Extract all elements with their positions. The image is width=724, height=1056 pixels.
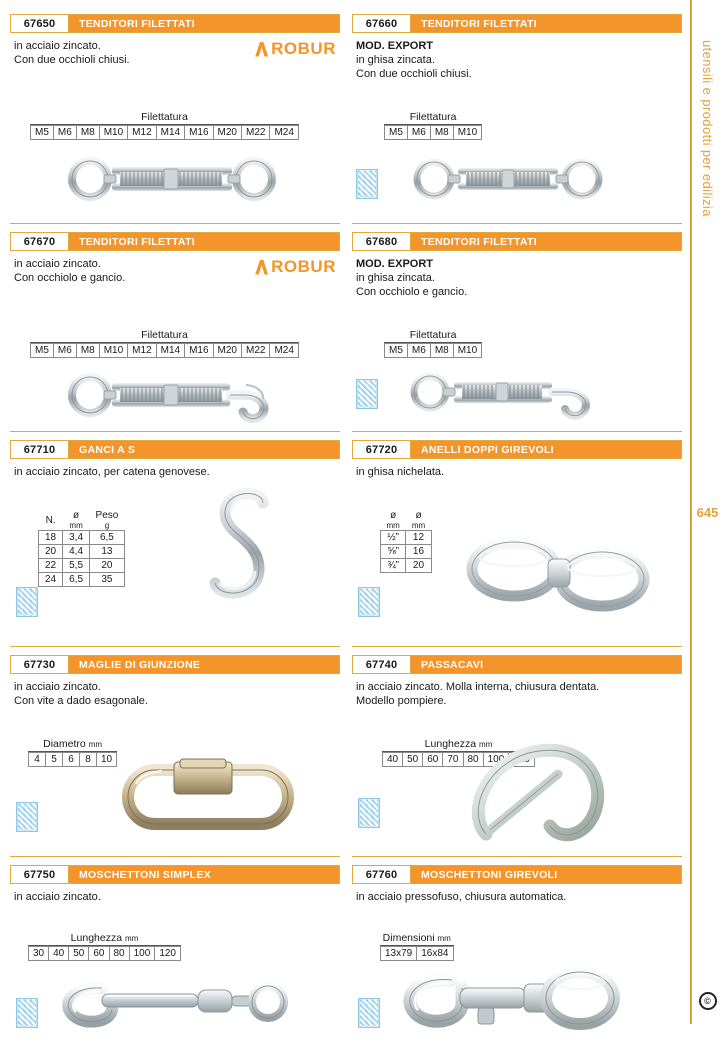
product-code: 67740 <box>353 656 411 673</box>
spec-cell: 6,5 <box>90 531 125 545</box>
size-cell: M12 <box>128 126 156 140</box>
size-cell: M5 <box>31 344 54 358</box>
card-body <box>352 39 682 217</box>
robur-mark-icon <box>255 42 268 57</box>
size-cell: 50 <box>403 753 423 767</box>
card-body <box>352 890 682 1042</box>
size-cell: M20 <box>213 126 241 140</box>
size-table-caption: Diametro mm <box>28 738 117 752</box>
size-cell: 13x79 <box>381 947 417 961</box>
card-body <box>10 39 340 217</box>
product-description <box>14 680 336 708</box>
size-cell: M22 <box>241 126 269 140</box>
product-code: 67750 <box>11 866 69 883</box>
table-row <box>39 573 125 587</box>
size-table <box>380 932 454 961</box>
size-cell: 30 <box>29 947 49 961</box>
spec-cell: 20 <box>90 559 125 573</box>
size-table-caption: Filettatura <box>384 329 482 343</box>
card-header <box>352 232 682 251</box>
table-row <box>39 545 125 559</box>
size-table-caption: Filettatura <box>384 111 482 125</box>
size-cell: 100 <box>129 947 155 961</box>
size-cell: M6 <box>53 126 76 140</box>
table-row <box>39 531 125 545</box>
size-cell: 10 <box>97 753 117 767</box>
size-table <box>384 329 482 358</box>
card-header <box>352 865 682 884</box>
size-cell: M20 <box>213 344 241 358</box>
card-header <box>10 14 340 33</box>
spec-table <box>38 509 125 587</box>
section-label: utensili e prodotti per edilizia <box>700 40 715 217</box>
product-code: 67720 <box>353 441 411 458</box>
card-body <box>352 465 682 640</box>
product-title: GANCI A S <box>79 443 136 456</box>
size-table-caption: Filettatura <box>30 329 299 343</box>
product-card-67720 <box>352 440 682 647</box>
size-cell: 80 <box>463 753 483 767</box>
size-cell: M10 <box>453 126 481 140</box>
spec-cell: 20 <box>39 545 63 559</box>
page-side-tab <box>690 0 724 1024</box>
desc-line: Con due occhioli chiusi. <box>14 54 130 66</box>
table-row <box>381 545 432 559</box>
size-cell: 5 <box>46 753 63 767</box>
desc-line: in acciaio zincato. <box>14 681 101 693</box>
brand-logo-robur <box>255 257 336 277</box>
size-cell: 6 <box>63 753 80 767</box>
product-description <box>14 465 336 479</box>
card-body <box>10 257 340 425</box>
size-cell: 50 <box>69 947 89 961</box>
desc-line: in acciaio zincato, per catena genovese. <box>14 466 210 478</box>
product-description <box>356 39 678 81</box>
blister-pack-icon <box>358 798 380 828</box>
desc-line: in ghisa nichelata. <box>356 466 445 478</box>
size-cell: M6 <box>53 344 76 358</box>
product-title: TENDITORI FILETTATI <box>421 17 537 30</box>
size-table-caption: Dimensioni mm <box>380 932 454 946</box>
blister-pack-icon <box>356 379 378 409</box>
card-body <box>10 465 340 640</box>
size-cell: M6 <box>407 344 430 358</box>
desc-line-model: MOD. EXPORT <box>356 40 434 52</box>
size-cell: 120 <box>155 947 181 961</box>
size-cell: 60 <box>89 947 109 961</box>
spec-cell: 3,4 <box>63 531 90 545</box>
product-grid <box>10 14 682 1056</box>
product-description <box>356 890 678 904</box>
product-image-quick-link <box>110 758 310 838</box>
card-header <box>10 440 340 459</box>
size-cell: M6 <box>407 126 430 140</box>
spec-cell: ⅝” <box>381 545 406 559</box>
table-row <box>381 559 432 573</box>
spec-table <box>380 509 432 573</box>
size-cell: 70 <box>443 753 463 767</box>
product-title: TENDITORI FILETTATI <box>79 17 195 30</box>
product-image-simplex-snap-hook <box>50 972 310 1042</box>
spec-cell: 6,5 <box>63 573 90 587</box>
size-cell: M10 <box>453 344 481 358</box>
size-table <box>28 932 181 961</box>
size-cell: 80 <box>109 947 129 961</box>
size-cell: M5 <box>385 126 408 140</box>
spec-cell: 22 <box>39 559 63 573</box>
product-card-67710 <box>10 440 340 647</box>
product-code: 67650 <box>11 15 69 32</box>
desc-line: in ghisa zincata. <box>356 272 435 284</box>
spec-cell: 16 <box>406 545 431 559</box>
product-card-67660 <box>352 14 682 224</box>
desc-line-model: MOD. EXPORT <box>356 258 434 270</box>
product-image-turnbuckle-eye-hook <box>60 365 285 425</box>
desc-line: in acciaio zincato. <box>14 891 101 903</box>
size-cell: M5 <box>31 126 54 140</box>
product-image-turnbuckle-eye-hook-export <box>396 365 621 423</box>
product-description <box>356 465 678 479</box>
product-image-snap-hook-carabiner <box>464 738 654 848</box>
product-title: MOSCHETTONI SIMPLEX <box>79 868 212 881</box>
robur-mark-icon <box>255 260 268 275</box>
publisher-logo-icon: © <box>699 992 717 1010</box>
size-cell: M8 <box>430 344 453 358</box>
spec-cell: 20 <box>406 559 431 573</box>
product-card-67750 <box>10 865 340 1048</box>
product-image-swivel-snap-hook <box>392 964 642 1044</box>
product-image-s-hook <box>185 487 295 627</box>
spec-cell: 24 <box>39 573 63 587</box>
product-code: 67680 <box>353 233 411 250</box>
spec-cell: 18 <box>39 531 63 545</box>
size-table-caption: Lunghezza mm <box>382 738 535 752</box>
product-image-double-swivel-ring <box>462 527 662 622</box>
spec-cell: 12 <box>406 531 431 545</box>
desc-line: Con due occhioli chiusi. <box>356 68 472 80</box>
product-title: PASSACAVI <box>421 658 484 671</box>
size-cell: 120 <box>509 753 535 767</box>
size-cell: M16 <box>185 126 213 140</box>
size-table <box>30 111 299 140</box>
spec-header: Peso g <box>95 510 119 530</box>
size-cell: M16 <box>185 344 213 358</box>
product-code: 67730 <box>11 656 69 673</box>
spec-header: ø mm <box>69 510 83 530</box>
product-card-67760 <box>352 865 682 1048</box>
product-title: MAGLIE DI GIUNZIONE <box>79 658 201 671</box>
product-card-67670 <box>10 232 340 432</box>
spec-header: N. <box>45 514 56 526</box>
page-number: 645 <box>696 505 719 520</box>
side-rule <box>691 0 692 1024</box>
blister-pack-icon <box>16 587 38 617</box>
product-card-67680 <box>352 232 682 432</box>
blister-pack-icon <box>358 587 380 617</box>
blister-pack-icon <box>356 169 378 199</box>
size-cell: M10 <box>99 344 127 358</box>
product-card-67730 <box>10 655 340 857</box>
size-cell: M8 <box>76 126 99 140</box>
size-cell: 4 <box>29 753 46 767</box>
size-cell: M5 <box>385 344 408 358</box>
card-header <box>10 655 340 674</box>
product-title: TENDITORI FILETTATI <box>421 235 537 248</box>
size-cell: 8 <box>80 753 97 767</box>
desc-line: Con vite a dado esagonale. <box>14 695 148 707</box>
size-table <box>30 329 299 358</box>
size-table-caption: Filettatura <box>30 111 299 125</box>
product-card-67740 <box>352 655 682 857</box>
size-cell: 16x84 <box>417 947 453 961</box>
size-cell: M24 <box>270 126 298 140</box>
spec-cell: 13 <box>90 545 125 559</box>
desc-line: in ghisa zincata. <box>356 54 435 66</box>
size-cell: 40 <box>383 753 403 767</box>
product-code: 67670 <box>11 233 69 250</box>
brand-label: ROBUR <box>271 257 336 276</box>
product-code: 67760 <box>353 866 411 883</box>
size-cell: M8 <box>76 344 99 358</box>
size-cell: 40 <box>49 947 69 961</box>
desc-line: Modello pompiere. <box>356 695 447 707</box>
size-cell: 60 <box>423 753 443 767</box>
product-description <box>14 890 336 904</box>
size-cell: M14 <box>156 126 184 140</box>
card-body <box>10 890 340 1042</box>
spec-cell: 4,4 <box>63 545 90 559</box>
spec-cell: ¾” <box>381 559 406 573</box>
product-description <box>356 257 678 299</box>
size-cell: 100 <box>483 753 509 767</box>
desc-line: Con occhiolo e gancio. <box>356 286 468 298</box>
size-cell: M12 <box>128 344 156 358</box>
desc-line: in acciaio pressofuso, chiusura automatica. <box>356 891 567 903</box>
spec-header: ø mm <box>386 510 400 530</box>
product-image-turnbuckle-eye-eye <box>60 149 280 209</box>
product-image-turnbuckle-eye-eye-export <box>400 151 615 209</box>
card-body <box>10 680 340 850</box>
product-title: TENDITORI FILETTATI <box>79 235 195 248</box>
table-row <box>39 559 125 573</box>
size-cell: M22 <box>241 344 269 358</box>
spec-cell: 5,5 <box>63 559 90 573</box>
size-cell: M8 <box>430 126 453 140</box>
card-body <box>352 257 682 425</box>
desc-line: in acciaio zincato. <box>14 258 101 270</box>
desc-line: Con occhiolo e gancio. <box>14 272 126 284</box>
size-table-caption: Lunghezza mm <box>28 932 181 946</box>
spec-cell: ½” <box>381 531 406 545</box>
product-code: 67710 <box>11 441 69 458</box>
size-cell: M24 <box>270 344 298 358</box>
card-header <box>10 865 340 884</box>
size-cell: M14 <box>156 344 184 358</box>
brand-label: ROBUR <box>271 39 336 58</box>
card-header <box>10 232 340 251</box>
card-header <box>352 440 682 459</box>
product-code: 67660 <box>353 15 411 32</box>
spec-cell: 35 <box>90 573 125 587</box>
product-description <box>356 680 678 708</box>
card-header <box>352 14 682 33</box>
blister-pack-icon <box>16 802 38 832</box>
table-row <box>381 531 432 545</box>
product-card-67650 <box>10 14 340 224</box>
desc-line: in acciaio zincato. <box>14 40 101 52</box>
size-table <box>384 111 482 140</box>
size-cell: M10 <box>99 126 127 140</box>
card-header <box>352 655 682 674</box>
card-body <box>352 680 682 850</box>
product-title: MOSCHETTONI GIREVOLI <box>421 868 558 881</box>
spec-header: ø mm <box>411 510 426 530</box>
size-table <box>28 738 117 767</box>
product-title: ANELLI DOPPI GIREVOLI <box>421 443 554 456</box>
desc-line: in acciaio zincato. Molla interna, chiusura dentata. <box>356 681 600 693</box>
brand-logo-robur <box>255 39 336 59</box>
